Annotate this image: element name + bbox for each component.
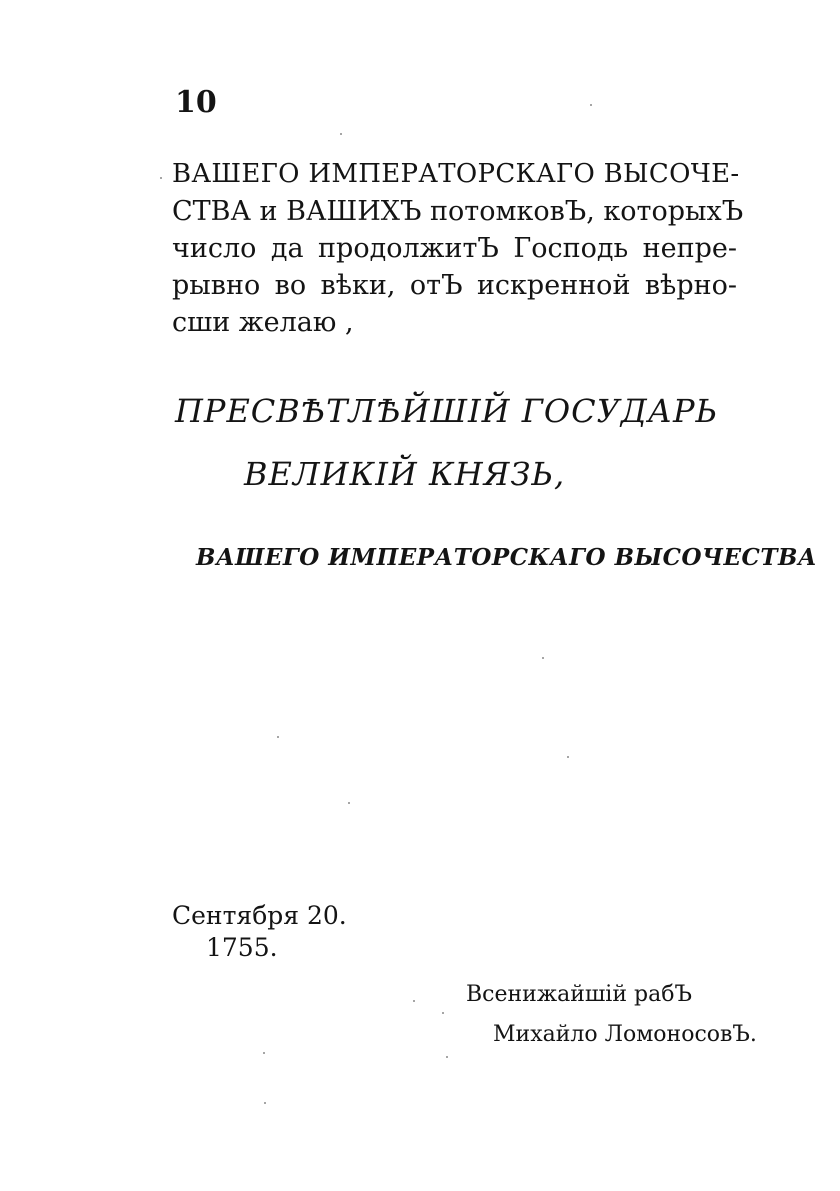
signature-closing: Всенижайшій рабЪ bbox=[466, 982, 692, 1007]
print-speck bbox=[264, 1102, 266, 1104]
print-speck bbox=[542, 657, 544, 659]
signature-name: Михайло ЛомоносовЪ. bbox=[493, 1022, 757, 1047]
print-speck bbox=[442, 1012, 444, 1014]
print-speck bbox=[160, 177, 162, 179]
print-speck bbox=[567, 756, 569, 758]
print-speck bbox=[446, 1056, 448, 1058]
paragraph-line: ВАШЕГО ИМПЕРАТОРСКАГО ВЫСОЧЕ- bbox=[172, 159, 740, 189]
salutation-closing: ВАШЕГО ИМПЕРАТОРСКАГО ВЫСОЧЕСТВА bbox=[196, 544, 818, 571]
dedication-paragraph bbox=[172, 156, 744, 341]
date-day: Сентября 20. bbox=[172, 901, 347, 930]
print-speck bbox=[590, 104, 592, 106]
date-year: 1755. bbox=[206, 933, 278, 962]
paragraph-line: СТВА и ВАШИХЪ потомковЪ, которыхЪ bbox=[172, 196, 744, 227]
print-speck bbox=[277, 736, 279, 738]
print-speck bbox=[263, 1052, 265, 1054]
salutation-title: ПРЕСВѢТЛѢЙШІЙ ГОСУДАРЬ bbox=[175, 392, 719, 430]
page-number: 10 bbox=[175, 85, 217, 120]
paragraph-line: сши желаю , bbox=[172, 307, 354, 338]
paragraph-line: рывно во вѣки, отЪ искренной вѣрно- bbox=[172, 270, 737, 301]
salutation-subtitle: ВЕЛИКІЙ КНЯЗЬ, bbox=[244, 455, 566, 493]
paragraph-line: число да продолжитЪ Господь непре- bbox=[172, 233, 737, 264]
print-speck bbox=[348, 802, 350, 804]
print-speck bbox=[413, 1000, 415, 1002]
print-speck bbox=[340, 133, 342, 135]
